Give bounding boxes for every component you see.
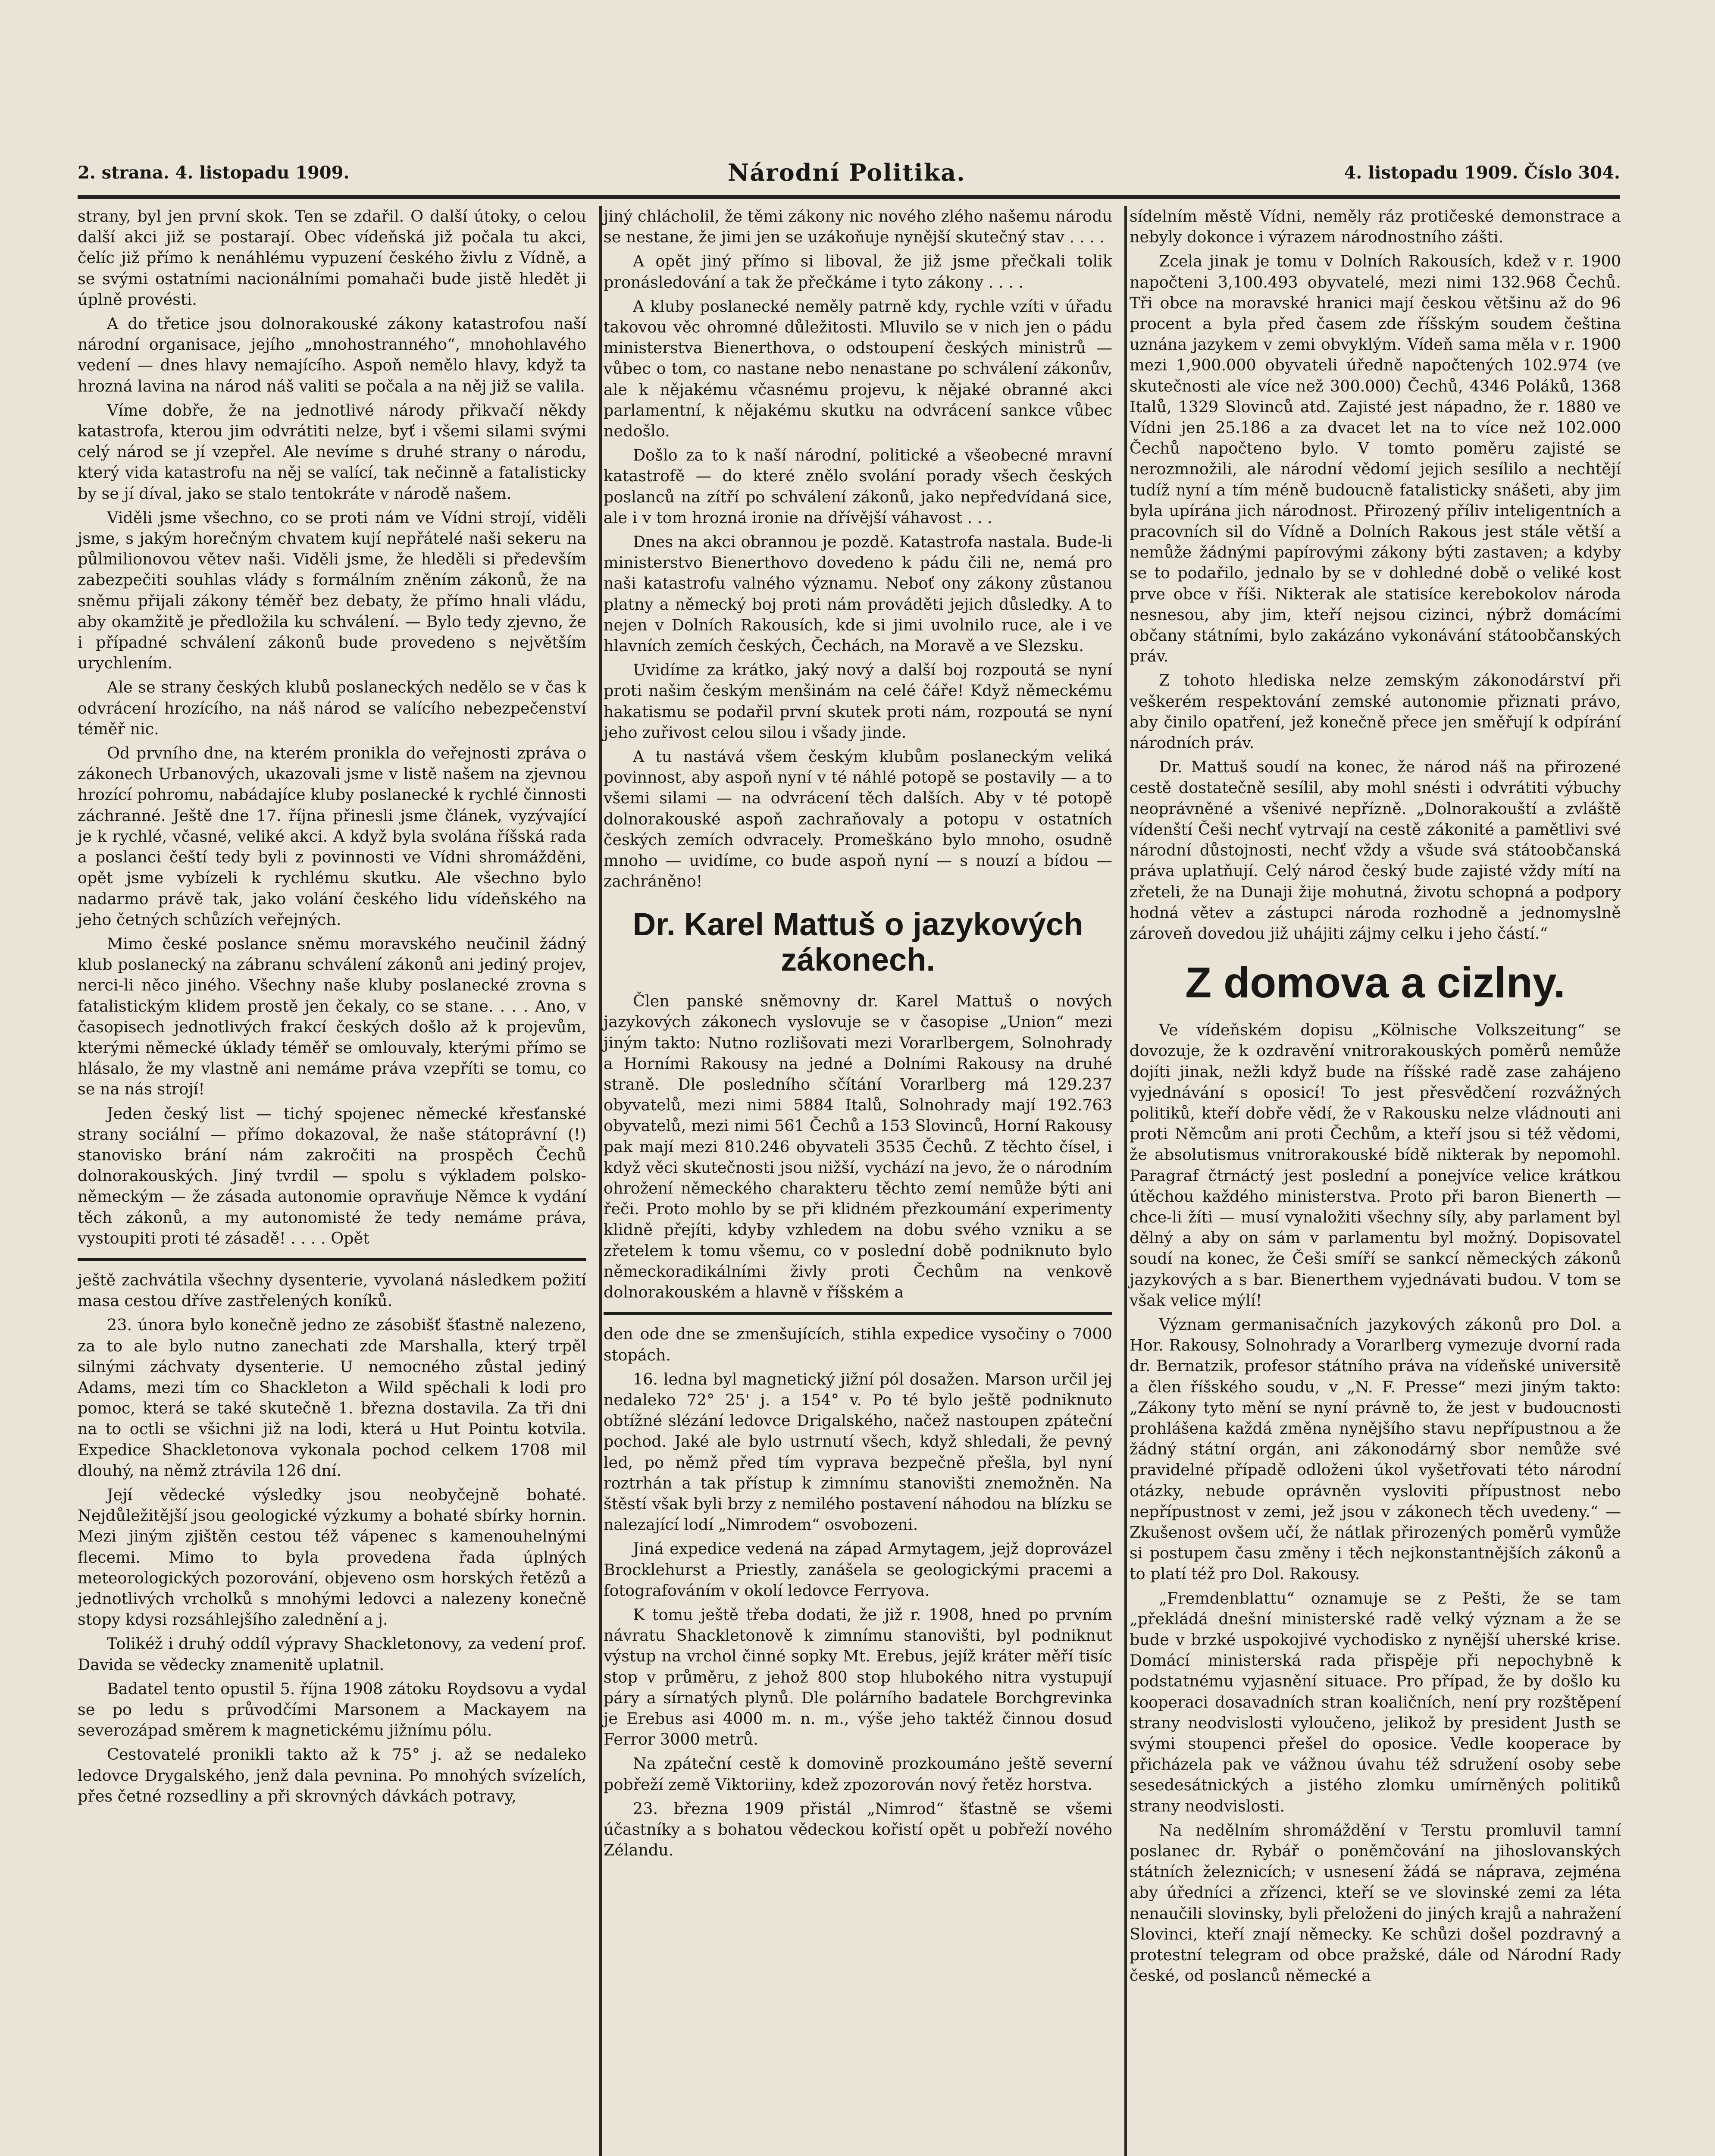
article-paragraph: Z tohoto hlediska nelze zemským zákonodárství při veškerém respektování zemské autonomie přiznati právo, aby činilo opatření, jež konečně přece jen směřují k odpírání národních práv. — [1130, 671, 1621, 752]
article-paragraph: Víme dobře, že na jednotlivé národy přikvačí někdy katastrofa, kterou jim odvrátiti nelze, byť i všemi silami svými celý národ se jí vzepřel. Ale nevíme s druhé strany o národu, který vida katastrofu na něj se valící, tak nečinně a fatalisticky by se jí díval, jako se stalo tentokráte v národě našem. — [78, 401, 586, 503]
article-paragraph: Od prvního dne, na kterém pronikla do veřejnosti zpráva o zákonech Urbanových, ukazovali jsme v listě našem na zjevnou hrozící pohromu, nabádajíce kluby poslanecké k rychlé činnosti záchranné. Ještě dne 17. října přinesli jsme článek, vyzývající je k rychlé, včasné, veliké akci. A když byla svolána říšská rada a poslanci čeští tedy byli z povinnosti ve Vídni shromážděni, opět jsme vybízeli k rychlému skutku. Ale všechno bylo nadarmo právě tak, jako volání českého lidu vídeňského na jeho četných schůzích veřejných. — [78, 744, 586, 929]
feuilleton-paragraph: 16. ledna byl magnetický jižní pól dosažen. Marson určil jej nedaleko 72° 25' j. a 154° v. Po té bylo ještě podniknuto obtížné slézání ledovce Drigalského, načež nastoupen zpáteční pochod. Jaké ale bylo ustrnutí všech, když shledali, že pevný led, po němž před tím vyprava bezpečně přešla, byl nyní roztrhán a tak přístup k zimnímu stanovišti znemožněn. Na štěstí však byli brzy z nemilého postavení náhodou na blízku se nalezající lodí „Nimrodem“ osvobozeni. — [604, 1369, 1112, 1534]
newspaper-title: Národní Politika. — [727, 159, 966, 186]
feuilleton-paragraph: Její vědecké výsledky jsou neobyčejně bohaté. Nejdůležitější jsou geologické výzkumy a bohaté sbírky hornin. Mezi jiným zjištěn cestou též vápenec s kamenouhelnými flecemi. Mimo to byla provedena řada úplných meteorologických pozorování, objeveno osm horských řetězů a jednotlivých vrcholků s mnohými ledovci a nalezeny konečně stopy kdysi rozsáhlejšího zalednění a j. — [78, 1485, 586, 1629]
column-rule-2 — [1124, 206, 1127, 2156]
article-paragraph: Viděli jsme všechno, co se proti nám ve Vídni strojí, viděli jsme, s jakým horečným chvatem kují nepřátelé naši sekeru na půlmilionovou větev naši. Viděli jsme, že hleděli si především zabezpečiti souhlas vlády s formálním zněním zákonů, že na sněmu přijali zákony téměř bez debaty, že přímo hnali vládu, aby okamžitě je předložila ku schválení. — Bylo tedy zjevno, že i případné schválení zákonů bude provedeno s největším urychlením. — [78, 508, 586, 673]
news-paragraph: „Fremdenblattu“ oznamuje se z Pešti, že se tam „překládá dnešní ministerské radě velký význam a že se bude v brzké uspokojivé vychodisko z nynější uherské krise. Domácí ministerská rada přispěje při nepochybně k podstatnému vyjasnění situace. Pro případ, že by došlo ku kooperaci dosavadních stran koaličních, není pry rozštěpení strany neodvislosti vyloučeno, jelikož by president Justh se svými stoupenci přešel do oposice. Vedle kooperace by přicházela pak ve vážnou úvahu též sdružení osoby sebe sesedesátnických a jistého zlomku umírněných politiků strany neodvislosti. — [1130, 1589, 1621, 1815]
article-paragraph: A tu nastává všem českým klubům poslaneckým veliká povinnost, aby aspoň nyní v té náhlé potopě se postavily — a to všemi silami — na odvrácení těch dalších. Aby v té potopě dolnorakouské aspoň zachraňovaly a potopu v ostatních českých zemích odvracely. Promeškáno bylo mnoho, osudně mnoho — uvidíme, co bude aspoň nyní — s nouzí a bídou — zachráněno! — [604, 747, 1112, 891]
column-1 — [78, 206, 586, 1807]
header-right-issue: 4. listopadu 1909. Číslo 304. — [1344, 162, 1620, 183]
masthead-rule — [78, 195, 1620, 199]
column-2 — [604, 206, 1112, 1861]
article-paragraph: Došlo za to k naší národní, politické a všeobecné mravní katastrofě — do které znělo svolání porady všech českých poslanců na zítří po schválení zákonů, jako nepředvídaná sice, ale i v tom hrozná ironie na dřívější váhavost . . . — [604, 446, 1112, 527]
section-heading-domov: Z domova a cizlny. — [1185, 959, 1565, 1007]
feuilleton-divider — [78, 1258, 586, 1261]
feuilleton-divider — [604, 1312, 1112, 1315]
feuilleton-paragraph: den ode dne se zmenšujících, stihla expedice vysočiny o 7000 stopách. — [604, 1325, 1112, 1364]
article-paragraph: Zcela jinak je tomu v Dolních Rakousích, kdež v r. 1900 napočteni 3,100.493 obyvatelé, mezi nimi 132.968 Čechů. Tři obce na moravské hranici mají českou většinu až do 96 procent a byla před časem zde říšským soudem čeština uznána jazykem v zemi obvyklým. Vídeň sama měla v r. 1900 mezi 1,900.000 obyvateli úředně napočtených 102.974 (ve skutečnosti ale více než 300.000) Čechů, 4346 Poláků, 1368 Italů, 1329 Slovinců atd. Zajisté jest nápadno, že r. 1880 ve Vídni jen 25.186 a za dvacet let na to více než 102.000 Čechů napočteno bylo. V tomto poměru zajisté se nerozmnožili, ale národní vědomí jejich sesílilo a nechtějí tudíž nyní a tím méně budoucně fatalisticky snášeti, aby jim byla upírána jich národnost. Přirozený příliv inteligentních a pracovních sil do Vídně a Dolních Rakous jest stále větší a nemůže žádnými papírovými zákony býti zastaven; a kdyby se to podařilo, jednalo by se v dohledné době o veliké kost prve obce v říši. Nikterak ale statisíce kerebokolov národa nesnesou, aby jim, kteří nejsou cizinci, nýbrž domácími občany státními, bylo zakázáno vykonávání státoobčanských práv. — [1130, 252, 1621, 666]
article-paragraph: Mimo české poslance sněmu moravského neučinil žádný klub poslanecký na zábranu schválení zákonů ani jediný projev, nerci-li něco jiného. Všechny naše kluby poslanecké zrovna s fatalistickým klidem prostě jen čekaly, co se stane. . . . Ano, v časopisech jednotlivých frakcí českých došlo až k projevům, kterými německé úklady téměř se omlouvaly, kterými přímo se hlásalo, že my vlastně ani nemáme práva vzepříti se tomu, co se na nás strojí! — [78, 934, 586, 1099]
column-rule-1 — [599, 206, 602, 2156]
article-paragraph: Ale se strany českých klubů poslaneckých nedělo se v čas k odvrácení hrozícího, na náš národ se valícího nebezpečenství téměř nic. — [78, 678, 586, 738]
feuilleton-paragraph: 23. března 1909 přistál „Nimrod“ šťastně se všemi účastníky a s bohatou vědeckou kořistí opět u pobřeží nového Zélandu. — [604, 1799, 1112, 1860]
article-paragraph: sídelním městě Vídni, neměly ráz protičeské demonstrace a nebyly dokonce i výrazem národnostního zášti. — [1130, 207, 1621, 247]
article-paragraph: Dnes na akci obrannou je pozdě. Katastrofa nastala. Bude-li ministerstvo Bienerthovo dovedeno k pádu čili ne, nemá pro naši katastrofu valného významu. Neboť ony zákony zůstanou platny a německý boj proti nám prováděti jejich důsledky. A to nejen v Dolních Rakousích, kde si jimi uvolnilo ruce, ale i ve hlavních zemích českých, Čechách, na Moravě a ve Slezsku. — [604, 533, 1112, 655]
masthead — [78, 151, 1620, 194]
feuilleton-paragraph: K tomu ještě třeba dodati, že již r. 1908, hned po prvním návratu Shackletonově k zimnímu stanovišti, byl podniknut výstup na vrchol činné sopky Mt. Erebus, jejíž kráter měří tisíc stop v průměru, z jehož 800 stop hlubokého nitra vystupují páry a sírnatých plynů. Dle polárního badatele Borchgrevinka je Erebus asi 4000 m. n. m., výše jeho taktéž činnou dosud Ferror 3000 metrů. — [604, 1605, 1112, 1749]
column-3 — [1130, 206, 1621, 1986]
article-paragraph: Člen panské sněmovny dr. Karel Mattuš o nových jazykových zákonech vyslovuje se v časopise „Union“ mezi jiným takto: Nutno rozlišovati mezi Vorarlbergem, Solnohrady a Horními Rakousy na jedné a Dolními Rakousy na druhé straně. Dle posledního sčítání Vorarlberg má 129.237 obyvatelů, mezi nimi 5884 Italů, Solnohrady mají 192.763 obyvatelů, mezi nimi 561 Čechů a 153 Slovinců, Horní Rakousy pak mají mezi 810.246 obyvateli 3535 Čechů. Z těchto čísel, i když věci skutečnosti jsou nižší, vychází na jevo, že o národním ohrožení německého charakteru těchto zemí nemůže býti ani řeči. Proto mohlo by se při klidném přezkoumání experimenty klidně přejíti, kdyby vzhledem na dobu svého vzniku a se zřetelem k tomu všemu, co v poslední době podniknuto bylo německoradikálními živly proti Čechům na venkově dolnorakouském a hlavně v říšském a — [604, 992, 1112, 1302]
feuilleton-paragraph: Na zpáteční cestě k domovině prozkoumáno ještě severní pobřeží země Viktoriiny, kdež zpozorován nový řetěz horstva. — [604, 1754, 1112, 1794]
article-paragraph: A do třetice jsou dolnorakouské zákony katastrofou naší národní organisace, jejího „mnohostranného“, mnohohlavého vedení — dnes hlavy nemajícího. Aspoň nemělo hlavy, když ta hrozná lavina na národ náš valiti se počala a na něj již se valila. — [78, 314, 586, 395]
article-paragraph: jiný chlácholil, že těmi zákony nic nového zlého našemu národu se nestane, že jimi jen se uzákoňuje nynější skutečný stav . . . . — [604, 207, 1112, 247]
article-paragraph: strany, byl jen první skok. Ten se zdařil. O další útoky, o celou další akci již se postarají. Obec vídeňská již počala tu akci, čelíc již přímo k nenáhlému vypuzení českého živlu z Vídně, a se svými ostatními nacionálními pomahači bude jistě hledět ji úplně provésti. — [78, 207, 586, 309]
article-paragraph: A kluby poslanecké neměly patrně kdy, rychle vzíti v úřadu takovou věc ohromné důležitosti. Mluvilo se v nich jen o pádu ministerstva Bienerthova, o odstoupení českých ministrů — vůbec o tom, co nastane nebo nenastane po schválení zákonův, ale k nějakému včasnému projevu, k nějaké obranné akci parlamentní, k nějakému skutku na odvrácení sankce vůbec nedošlo. — [604, 297, 1112, 441]
feuilleton-paragraph: ještě zachvátila všechny dysenterie, vyvolaná následkem požití masa cestou dříve zastřelených koníků. — [78, 1270, 586, 1310]
article-paragraph: A opět jiný přímo si liboval, že již jsme přečkali tolik pronásledování a tak že přečkáme i tyto zákony . . . . — [604, 252, 1112, 291]
feuilleton-paragraph: 23. února bylo konečně jedno ze zásobišť šťastně nalezeno, za to ale bylo nutno zanechati zde Marshalla, který trpěl silnými záchvaty dysenterie. U nemocného zůstal jediný Adams, mezi tím co Shackleton a Wild spěchali k lodi pro pomoc, která se také skutečně 1. března dostavila. Za tři dni na to octli se všichni již na lodi, která u Hut Pointu kotvila. Expedice Shackletonova vykonala pochod celkem 1708 mil dlouhý, na němž ztrávila 126 dní. — [78, 1316, 586, 1480]
article-paragraph: Jeden český list — tichý spojenec německé křesťanské strany sociální — přímo dokazoval, že naše státoprávní (!) stanovisko brání nám zakročiti na prospěch Čechů dolnorakouských. Jiný tvrdil — spolu s výkladem polsko-německým — že zásada autonomie opravňuje Němce k vydání těch zákonů, a my autonomisté že tedy nemáme práva, vystoupiti proti té zásadě! . . . . Opět — [78, 1104, 586, 1247]
feuilleton-paragraph: Badatel tento opustil 5. října 1908 zátoku Roydsovu a vydal se po ledu s průvodčími Marsonem a Mackayem na severozápad směrem k magnetickému jižnímu pólu. — [78, 1679, 586, 1740]
article-paragraph: Dr. Mattuš soudí na konec, že národ náš na přirozené cestě dostatečně sesílil, aby mohl snésti i odvrátiti výbuchy neoprávněné a všenivé nepřízně. „Dolnorakouští a zvláště vídenští Češi nechť vytrvají na cestě zákonité a pamětlivi své národní důstojnosti, nechť vždy a všude svá státoobčanská práva uplatňují. Celý národ český bude zajisté vždy mítí na zřeteli, že na Dunaji žije mohutná, životu schopná a podpory hodná větev a zástupci národa rozhodně a jednomyslně zároveň dovedou již uhájiti zájmy celku i jeho částí.“ — [1130, 758, 1621, 943]
article-paragraph: Uvidíme za krátko, jaký nový a další boj rozpoutá se nyní proti našim českým menšinám na celé čáře! Když německému hakatismu se podařil první skutek proti nám, rozpoutá se nyní jeho zuřivost celou silou i všady jinde. — [604, 661, 1112, 742]
news-paragraph: Význam germanisačních jazykových zákonů pro Dol. a Hor. Rakousy, Solnohrady a Vorarlberg vymezuje dvorní rada dr. Bernatzik, profesor státního práva na vídeňské universitě a člen říšského soudu, v „N. F. Presse“ mezi jiným takto: „Zákony tyto mění se nyní právně to, že jest v budoucnosti prohlášena každá změna nynějšího stavu nepřípustnou a že žádný státní orgán, ani zákonodárný sbor nemůže své pravidelné případě odloženi úkol vyšetřovati této národní otázky, nebude oprávněn vysloviti přípustnost nebo nepřípustnost v zemi, jež jsou v zákonech těch uvedeny.“ — Zkušenost ovšem učí, že nátlak přirozených poměrů vymůže si postupem času změny i těch nejkonstantnějších zákonů a to platí též pro Dol. Rakousy. — [1130, 1315, 1621, 1583]
news-paragraph: Ve vídeňském dopisu „Kölnische Volkszeitung“ se dovozuje, že k ozdravění vnitrorakouských poměrů nemůže dojíti jinak, nežli když bude na říšské radě zase zahájeno vyjednávání s oposicí! To jest přesvědčení rozvážných politiků, kteří dobře vědí, že v Rakousku nelze vládnouti ani proti Němcům ani proti Čechům, a kteří jsou si též vědomi, že absolutismus vnitrorakouské bídě nikterak by nepomohl. Paragraf čtrnáctý jest poslední a ponejvíce velice krátkou útěchou každého ministerstva. Proto při baron Bienerth — chce-li žíti — musí vynaložiti všechny síly, aby parlament byl dělný a aby on sám v parlamentu byl možný. Dopisovatel soudí na konec, že Češi smíří se sankcí německých zákonů jazykových a s bar. Bienerthem vyjednávati budou. V tom se však velice mýlí! — [1130, 1021, 1621, 1310]
news-paragraph: Na nedělním shromáždění v Terstu promluvil tamní poslanec dr. Rybář o poněmčování na jihoslovanských státních železnicích; v usnesení žádá se náprava, zejména aby úředníci a zřízenci, kteří se ve slovinské zemi za léta nenaučili slovinsky, byli přeloženi do jiných krajů a nahražení Slovinci, kteří znají německy. Ke schůzi došel pozdravný a protestní telegram od obce pražské, dále od Národní Rady české, od poslanců německé a — [1130, 1821, 1621, 1985]
header-left-date: 2. strana. 4. listopadu 1909. — [78, 162, 350, 183]
feuilleton-paragraph: Cestovatelé pronikli takto až k 75° j. až se nedaleko ledovce Drygalského, jenž dala pevnina. Po mnohých svízelích, přes četné rozsedliny a při skrovných dávkách potravy, — [78, 1745, 586, 1805]
article-heading-mattus: Dr. Karel Mattuš o jazykových zákonech. — [632, 906, 1083, 978]
feuilleton-paragraph: Jiná expedice vedená na západ Armytagem, jejž doprovázel Brocklehurst a Priestly, zanášela se geologickými pracemi a fotografováním v okolí ledovce Ferryova. — [604, 1539, 1112, 1600]
feuilleton-paragraph: Tolikéž i druhý oddíl výpravy Shackletonovy, za vedení prof. Davida se vědecky znamenitě uplatnil. — [78, 1634, 586, 1674]
